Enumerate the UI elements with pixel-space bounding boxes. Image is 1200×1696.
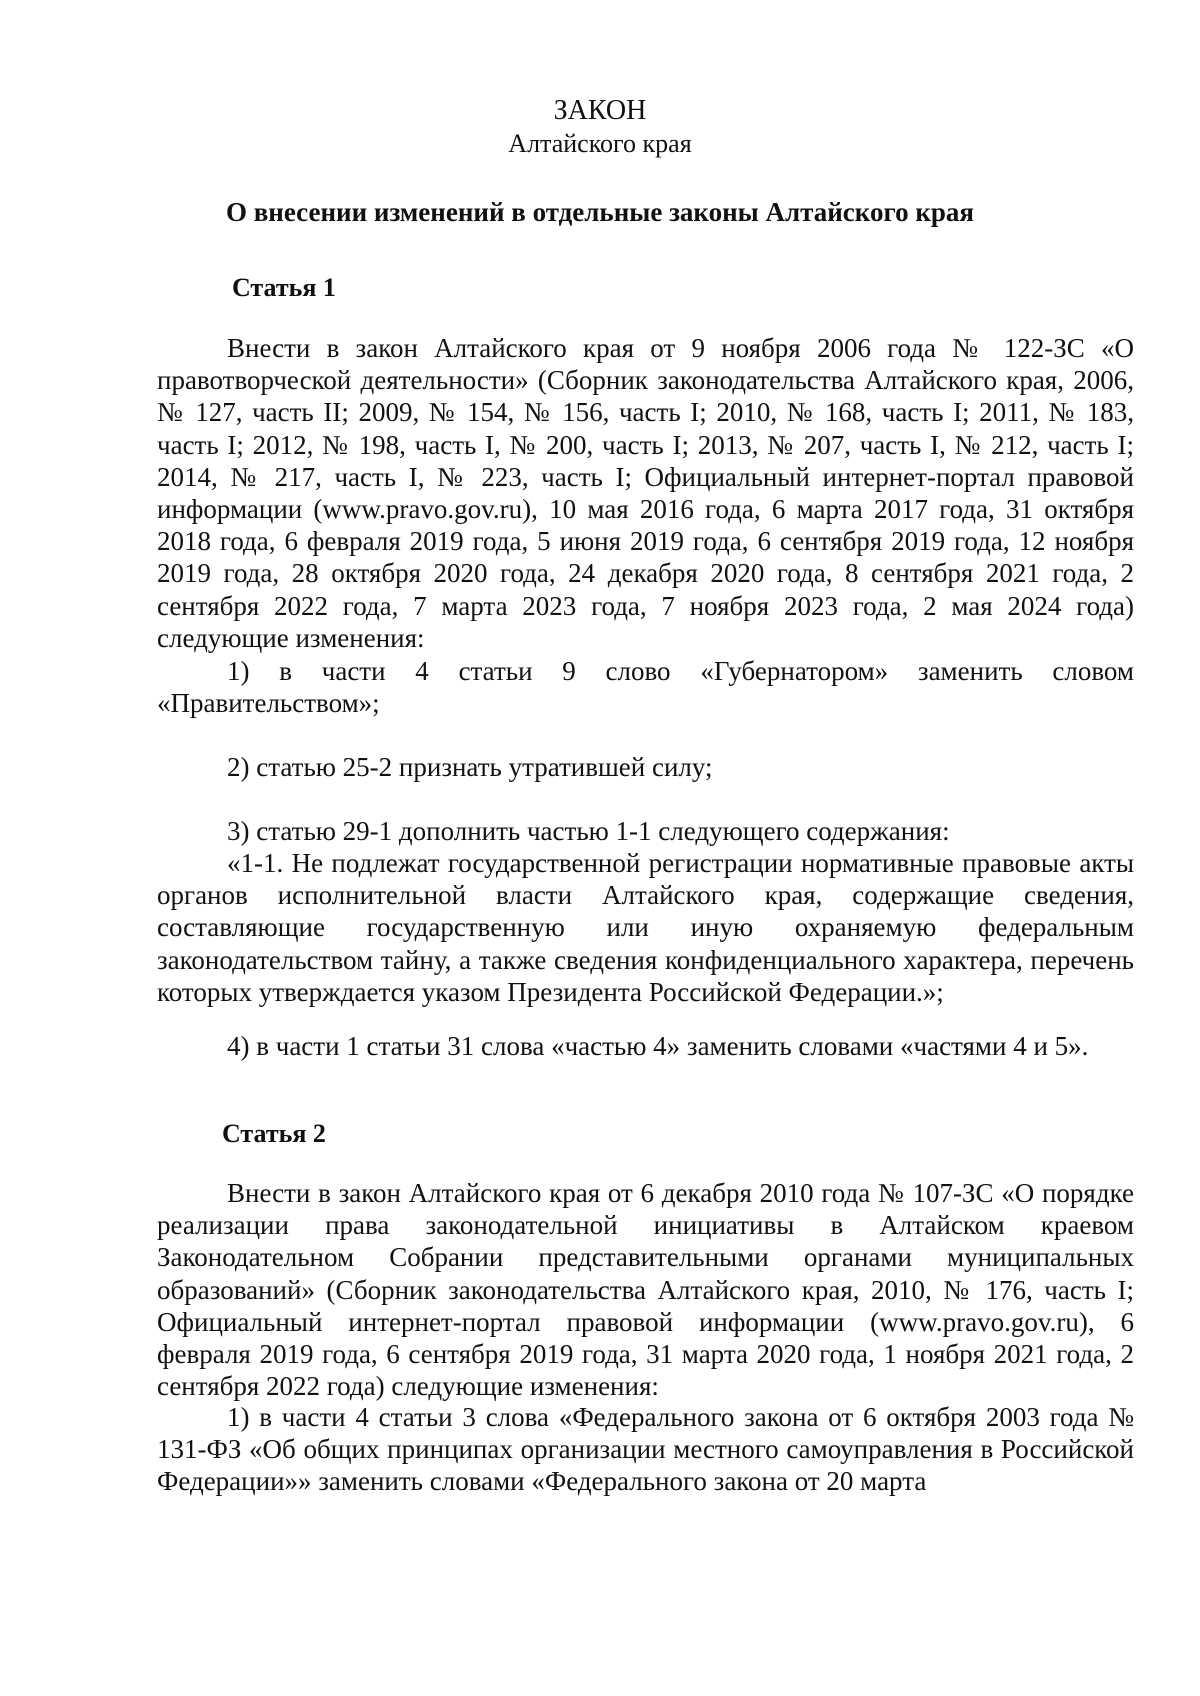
article-1-intro: Внести в закон Алтайского края от 9 ноября 2006 года № 122-ЗС «О правотворческой деятельности» (Сборник законодательства Алтайского края, 2006, № 127, часть II; 2009, № 154, № 156, часть I; 2010, № 168, часть I; 2011, № 183, часть I; 2012, № 198, часть I, № 200, часть I; 2013, № 207, часть I, № 212, часть I; 2014, № 217, часть I, № 223, часть I; Официальный интернет-портал правовой информации (www.pravo.gov.ru), 10 мая 2016 года, 6 марта 2017 года, 31 октября 2018 года, 6 февраля 2019 года, 5 июня 2019 года, 6 сентября 2019 года, 12 ноября 2019 года, 28 октября 2020 года, 24 декабря 2020 года, 8 сентября 2021 года, 2 сентября 2022 года, 7 марта 2023 года, 7 ноября 2023 года, 2 мая 2024 года) следующие изменения:	[157, 333, 1135, 653]
article-1-item-1: 1) в части 4 статьи 9 слово «Губернатором» заменить словом «Правительством»;	[157, 656, 1134, 719]
article-1-heading: Статья 1	[232, 273, 336, 302]
article-2-intro: Внести в закон Алтайского края от 6 декабря 2010 года № 107-ЗС «О порядке реализации права законодательной инициативы в Алтайском краевом Законодательном Собрании представительными органами муниципальных образований» (Сборник законодательства Алтайского края, 2010, № 176, часть I; Официальный интернет-портал правовой информации (www.pravo.gov.ru), 6 февраля 2019 года, 6 сентября 2019 года, 31 марта 2020 года, 1 ноября 2021 года, 2 сентября 2022 года) следующие изменения:	[157, 1178, 1134, 1402]
article-2-item-1: 1) в части 4 статьи 3 слова «Федерального закона от 6 октября 2003 года № 131-ФЗ «Об общих принципах организации местного самоуправления в Российской Федерации»» заменить словами «Федерального закона от 20 марта	[157, 1402, 1134, 1497]
article-1-item-4: 4) в части 1 статьи 31 слова «частью 4» заменить словами «частями 4 и 5».	[227, 1031, 1089, 1061]
document-type-title: ЗАКОН	[553, 95, 647, 126]
article-1-item-3: 3) статью 29-1 дополнить частью 1-1 следующего содержания:	[227, 816, 950, 846]
article-1-item-2: 2) статью 25-2 признать утратившей силу;	[227, 752, 713, 782]
article-2-heading: Статья 2	[222, 1119, 326, 1148]
document-region-subtitle: Алтайского края	[508, 129, 692, 158]
article-1-item-3-quote: «1-1. Не подлежат государственной регистрации нормативные правовые акты органов исполнительной власти Алтайского края, содержащие сведения, составляющие государственную или иную охраняемую федеральным законодательством тайну, а также сведения конфиденциального характера, перечень которых утверждается указом Президента Российской Федерации.»;	[157, 848, 1134, 1007]
law-title: О внесении изменений в отдельные законы Алтайского края	[225, 197, 975, 227]
